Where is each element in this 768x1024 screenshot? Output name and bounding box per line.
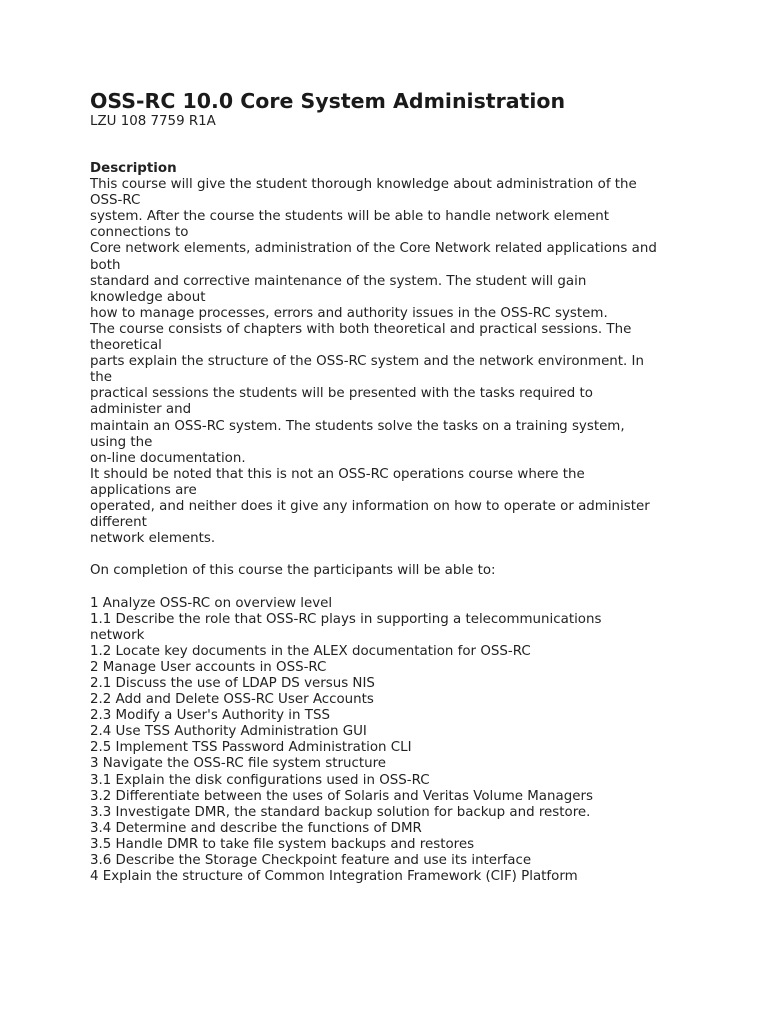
description-line: parts explain the structure of the OSS-RC system and the network environment. In (90, 354, 644, 370)
objective-item: 4 Explain the structure of Common Integration Framework (CIF) Platform (90, 869, 578, 885)
description-line: operated, and neither does it give any information on how to operate or administer (90, 498, 650, 514)
objective-item: 2.3 Modify a User's Authority in TSS (90, 708, 330, 724)
description-line: maintain an OSS-RC system. The students solve the tasks on a training system, (90, 418, 625, 434)
description-line: network elements. (90, 531, 216, 547)
objective-item: 3 Navigate the OSS-RC file system structure (90, 756, 387, 772)
objective-item: 2.5 Implement TSS Password Administration CLI (90, 740, 412, 756)
description-line: system. After the course the students will be able to handle network element (90, 209, 609, 225)
objective-item: 3.1 Explain the disk configurations used in OSS-RC (90, 772, 430, 788)
description-heading: Description (90, 161, 177, 176)
objectives-list (90, 596, 760, 886)
description-line: connections to (90, 225, 189, 241)
description-line: The course consists of chapters with both theoretical and practical sessions. The (90, 321, 632, 337)
objective-item: 3.3 Investigate DMR, the standard backup solution for backup and restore. (90, 804, 591, 820)
description-line: using the (90, 434, 153, 450)
description-line: OSS-RC (90, 193, 141, 209)
description-line: both (90, 257, 121, 273)
objective-item: 3.6 Describe the Storage Checkpoint feature and use its interface (90, 853, 532, 869)
description-line: standard and corrective maintenance of the system. The student will gain (90, 273, 587, 289)
description-paragraph (90, 177, 760, 547)
objective-item: 3.4 Determine and describe the functions of DMR (90, 820, 422, 836)
description-line: how to manage processes, errors and authority issues in the OSS-RC system. (90, 305, 608, 321)
objective-item: 2 Manage User accounts in OSS-RC (90, 659, 327, 675)
blank-line (90, 547, 760, 563)
description-line: different (90, 515, 147, 531)
description-line: It should be noted that this is not an OSS-RC operations course where the (90, 466, 585, 482)
objective-item: 3.5 Handle DMR to take file system backups and restores (90, 836, 475, 852)
objective-item: 2.2 Add and Delete OSS-RC User Accounts (90, 692, 374, 708)
document-body (90, 161, 760, 885)
description-line: Core network elements, administration of the Core Network related applications and (90, 241, 657, 257)
description-line: knowledge about (90, 289, 206, 305)
description-line: practical sessions the students will be presented with the tasks required to (90, 386, 593, 402)
description-line: the (90, 370, 112, 386)
description-line: on-line documentation. (90, 450, 246, 466)
description-line: theoretical (90, 338, 162, 354)
objective-item: 1.2 Locate key documents in the ALEX documentation for OSS-RC (90, 643, 531, 659)
description-line: applications are (90, 482, 197, 498)
description-line: administer and (90, 402, 192, 418)
objective-item: 2.1 Discuss the use of LDAP DS versus NIS (90, 676, 375, 691)
objective-item: network (90, 627, 145, 643)
objective-item: 2.4 Use TSS Authority Administration GUI (90, 724, 367, 740)
objective-item: 1 Analyze OSS-RC on overview level (90, 595, 333, 611)
objective-item: 1.1 Describe the role that OSS-RC plays in supporting a telecommunications (90, 611, 602, 627)
objective-item: 3.2 Differentiate between the uses of Solaris and Veritas Volume Managers (90, 788, 593, 804)
description-line: This course will give the student thorough knowledge about administration of the (90, 177, 637, 193)
course-code: LZU 108 7759 R1A (90, 114, 216, 129)
completion-intro: On completion of this course the participants will be able to: (90, 563, 496, 579)
blank-line (90, 579, 760, 595)
document-title: OSS-RC 10.0 Core System Administration (90, 89, 566, 113)
